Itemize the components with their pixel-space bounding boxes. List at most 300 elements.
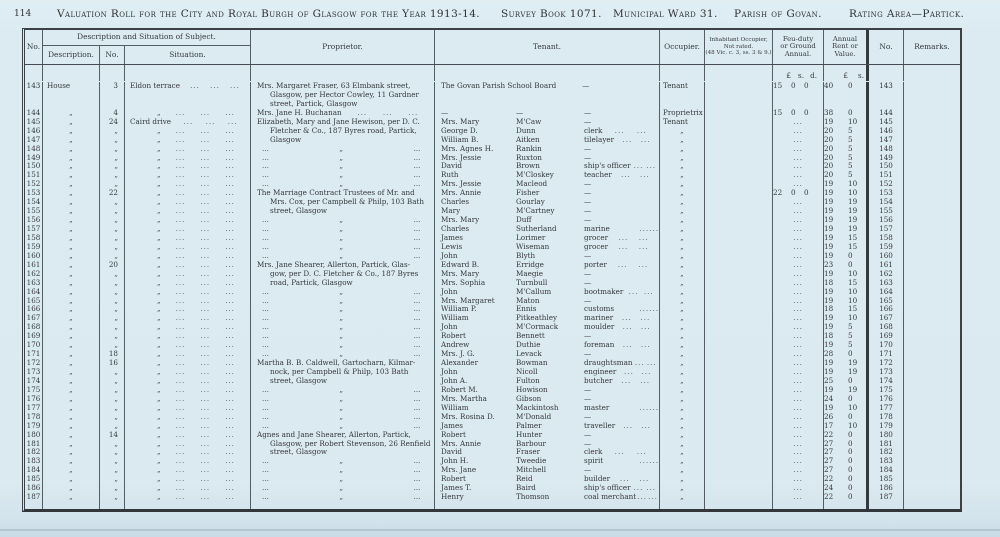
tenant-cell <box>435 386 660 395</box>
rent-shillings: 0 <box>848 260 853 269</box>
feu-duty-cell <box>773 440 824 449</box>
dot-leader <box>615 422 659 431</box>
dot-group: ... <box>175 305 186 314</box>
feu-duty-cell <box>773 127 824 136</box>
description-cell <box>43 100 100 109</box>
filler-cell <box>251 502 435 509</box>
dot-group: ... <box>641 421 651 430</box>
table-row <box>25 261 960 270</box>
proprietor-ditto <box>254 475 420 484</box>
occupation-text: — <box>584 394 592 403</box>
rent-amount <box>824 82 866 91</box>
dot-leader <box>613 314 659 323</box>
proprietor-cell <box>251 270 435 279</box>
occupation-text: master <box>584 403 610 412</box>
feu-dots: ... <box>793 475 803 484</box>
situation-cell <box>125 368 251 377</box>
col-header-feu-duty: Feu-duty or Ground Annual. <box>773 30 824 64</box>
proprietor-text: Mrs. Jane Shearer, Allerton, Partick, Glas- <box>257 260 411 269</box>
table-row <box>25 100 960 109</box>
dot-group: ... <box>646 484 657 493</box>
occupier-cell <box>660 100 705 109</box>
roll-number-right: 177 <box>869 404 904 413</box>
annual-rent-cell <box>824 457 869 466</box>
tenant-surname: Mackintosh <box>516 403 559 412</box>
dot-group: ... <box>413 144 421 153</box>
tenant-cell <box>435 395 660 404</box>
col-header-occupier: Occupier. <box>660 30 705 64</box>
inhabitant-occupier-cell <box>705 243 773 252</box>
dot-group: ... <box>262 350 269 359</box>
tenant-forename: Lewis <box>441 242 463 251</box>
roll-number: 178 <box>25 413 43 422</box>
dot-group: ... <box>175 189 186 198</box>
occupier-cell: Tenant <box>660 118 705 127</box>
description-cell: „ <box>43 314 100 323</box>
dot-group: ... <box>619 475 630 484</box>
annual-rent-cell <box>824 91 869 100</box>
feu-duty-cell <box>773 180 824 189</box>
rent-shillings: 15 <box>848 242 858 251</box>
annual-rent-cell <box>824 145 869 154</box>
dot-leader <box>614 136 659 145</box>
dot-group: ... <box>614 126 625 135</box>
filler-cell <box>869 502 904 509</box>
dot-group: ... <box>200 180 211 189</box>
situation-text: „ <box>157 475 161 484</box>
tenant-occupation <box>584 198 659 207</box>
table-row <box>25 457 960 466</box>
rent-pounds: 19 <box>824 403 834 412</box>
dot-leader <box>161 493 250 502</box>
remarks-cell <box>904 404 960 413</box>
feu-dots: ... <box>793 314 803 323</box>
proprietor-cell <box>251 252 435 261</box>
ditto-mark: „ <box>339 171 344 180</box>
feu-duty-cell <box>773 145 824 154</box>
dot-leader <box>180 82 250 91</box>
roll-number-right: 184 <box>869 466 904 475</box>
situation-text: „ <box>157 341 161 350</box>
dot-group: ... <box>262 385 269 394</box>
dot-group: ... <box>382 108 393 117</box>
dot-group: ... <box>175 394 186 403</box>
occupation-text: — <box>584 466 592 475</box>
roll-number: 170 <box>25 341 43 350</box>
dot-group: ... <box>413 484 421 493</box>
rent-amount <box>824 261 866 270</box>
occupation-text: draughtsman <box>584 359 633 368</box>
ditto-mark: „ <box>339 493 344 502</box>
situation-cell <box>125 207 251 216</box>
tenant-forename: James T. <box>441 484 472 493</box>
situation-cell <box>125 118 251 127</box>
situation-text: „ <box>157 287 161 296</box>
tenant-occupation <box>584 413 659 422</box>
dot-leader <box>161 377 250 386</box>
dot-group: ... <box>175 153 186 162</box>
dot-group: ... <box>225 368 235 376</box>
proprietor-cell <box>251 359 435 368</box>
inhabitant-occupier-cell <box>705 368 773 377</box>
tenant-occupation <box>584 484 659 493</box>
tenant-cell <box>435 234 660 243</box>
proprietor-ditto <box>254 395 420 404</box>
situation-text: „ <box>157 394 161 403</box>
rent-amount <box>824 270 866 279</box>
proprietor-ditto <box>254 314 420 323</box>
ditto-mark: „ <box>339 180 344 189</box>
rent-pounds: 18 <box>824 332 834 341</box>
proprietor-text: Elizabeth, Mary and Jane Hewison, per D. C. <box>257 117 420 126</box>
dot-group: ... <box>205 117 216 126</box>
tenant-occupation <box>584 261 659 270</box>
occupier-cell: „ <box>660 270 705 279</box>
rent-shillings: 10 <box>848 117 858 126</box>
tenant-forename: Mrs. Mary <box>441 216 480 225</box>
situation-cell <box>125 448 251 457</box>
ditto-mark: „ <box>339 421 344 430</box>
tenant-occupation <box>584 314 659 323</box>
municipal-ward-label: Municipal Ward 31. <box>613 8 718 20</box>
dot-leader <box>161 448 250 457</box>
table-row <box>25 493 960 502</box>
rent-shillings: 0 <box>848 430 853 439</box>
inhabitant-occupier-cell <box>705 341 773 350</box>
rent-pounds: 19 <box>824 314 834 323</box>
inhabitant-occupier-cell <box>705 261 773 270</box>
dot-group: ... <box>225 341 235 350</box>
situation-cell <box>125 457 251 466</box>
roll-number: 145 <box>25 118 43 127</box>
dot-leader <box>608 234 659 243</box>
dot-leader <box>623 288 659 297</box>
roll-number: 148 <box>25 145 43 154</box>
table-row <box>25 404 960 413</box>
roll-number-right: 158 <box>869 234 904 243</box>
dot-group: ... <box>413 314 421 323</box>
tenant-forename: David <box>441 162 463 171</box>
tenant-occupation <box>584 305 659 314</box>
occupier-cell: „ <box>660 198 705 207</box>
dot-group: ... <box>200 171 211 180</box>
situation-cell <box>125 261 251 270</box>
annual-rent-cell <box>824 252 869 261</box>
shillings-label: s. <box>798 71 804 81</box>
dot-group: ... <box>200 314 211 323</box>
dot-leader <box>639 457 659 466</box>
dot-group: ... <box>175 207 186 216</box>
description-cell: „ <box>43 243 100 252</box>
occupier-cell: „ <box>660 422 705 431</box>
annual-rent-cell <box>824 395 869 404</box>
occupier-cell: „ <box>660 457 705 466</box>
occupation-text: traveller <box>584 421 616 430</box>
inhabitant-occupier-cell <box>705 440 773 449</box>
annual-rent-cell <box>824 305 869 314</box>
inhabitant-occupier-cell <box>705 82 773 91</box>
ditto-mark: „ <box>339 225 344 233</box>
dot-group: ... <box>262 171 269 180</box>
filler-cell <box>773 502 824 509</box>
table-row <box>25 422 960 431</box>
roll-number: 162 <box>25 270 43 279</box>
ditto-mark: „ <box>339 216 344 225</box>
dot-group: ... <box>175 233 186 242</box>
dot-group: ... <box>262 216 269 225</box>
dot-leader <box>161 279 250 288</box>
description-cell: „ <box>43 118 100 127</box>
parish-label: Parish of Govan. <box>734 8 822 20</box>
annual-rent-cell <box>824 413 869 422</box>
dot-group: ... <box>200 448 211 457</box>
occupier-cell: „ <box>660 466 705 475</box>
occupation-text: — <box>584 350 592 359</box>
rent-pounds: 23 <box>824 260 834 269</box>
occupation-text: moulder <box>584 323 615 332</box>
dot-group: ... <box>225 332 235 341</box>
inhabitant-occupier-cell <box>705 457 773 466</box>
dot-group: ... <box>262 305 269 314</box>
dot-leader <box>639 225 659 234</box>
col-header-tenant: Tenant. <box>435 30 660 64</box>
feu-dots: ... <box>793 171 803 180</box>
dot-group: ... <box>200 278 211 287</box>
table-row <box>25 413 960 422</box>
annual-rent-cell <box>824 234 869 243</box>
dot-group: ... <box>262 421 269 430</box>
roll-number: 144 <box>25 109 43 118</box>
annual-rent-cell <box>824 475 869 484</box>
dot-group: ... <box>200 198 211 207</box>
rent-amount <box>824 422 866 431</box>
rent-pounds: 19 <box>824 296 834 305</box>
roll-number: 165 <box>25 297 43 306</box>
feu-duty-cell <box>773 431 824 440</box>
occupation-text: — <box>584 153 592 162</box>
dot-group: ... <box>225 412 235 421</box>
situation-text: „ <box>157 126 161 135</box>
annual-rent-cell <box>824 261 869 270</box>
description-cell: „ <box>43 234 100 243</box>
rent-pounds: 20 <box>824 162 834 171</box>
dot-group: ... <box>633 162 644 171</box>
tenant-surname: Ennis <box>516 305 537 314</box>
proprietor-cell <box>251 118 435 127</box>
house-number-cell: „ <box>100 162 125 171</box>
feu-dots: ... <box>793 457 803 466</box>
proprietor-cell <box>251 422 435 431</box>
house-number-cell: „ <box>100 404 125 413</box>
ditto-mark: „ <box>339 412 344 421</box>
rent-amount <box>824 279 866 288</box>
rent-pounds: 19 <box>824 341 834 350</box>
inhabitant-occupier-cell <box>705 404 773 413</box>
roll-number: 181 <box>25 440 43 449</box>
tenant-forename: Henry <box>441 493 464 502</box>
situation-text: „ <box>157 189 161 198</box>
remarks-cell <box>904 493 960 502</box>
occupier-cell: „ <box>660 297 705 306</box>
proprietor-cell <box>251 297 435 306</box>
shillings-label: s. <box>858 71 864 81</box>
annual-rent-cell <box>824 404 869 413</box>
house-number-cell: „ <box>100 377 125 386</box>
proprietor-ditto <box>254 457 420 466</box>
dot-group: ... <box>649 403 659 412</box>
tenant-forename: Charles <box>441 225 470 233</box>
tenant-forename: William B. <box>441 135 479 144</box>
dot-group: ... <box>175 162 186 171</box>
situation-cell <box>125 127 251 136</box>
dot-group: ... <box>225 305 235 314</box>
dot-group: ... <box>175 493 186 502</box>
rent-shillings: 19 <box>848 225 858 233</box>
house-number-cell: „ <box>100 314 125 323</box>
description-cell: „ <box>43 323 100 332</box>
roll-number: 154 <box>25 198 43 207</box>
description-cell: „ <box>43 305 100 314</box>
dot-group: ... <box>175 108 186 117</box>
proprietor-cell <box>251 136 435 145</box>
feu-dots: ... <box>793 278 803 287</box>
dot-leader <box>161 127 250 136</box>
table-row <box>25 350 960 359</box>
rent-amount <box>824 180 866 189</box>
tenant-forename: John <box>441 287 458 296</box>
situation-cell <box>125 162 251 171</box>
feu-dots: ... <box>793 126 803 135</box>
inhabitant-occupier-cell <box>705 475 773 484</box>
remarks-cell <box>904 82 960 91</box>
roll-number-right: 178 <box>869 413 904 422</box>
dot-group: ... <box>413 421 421 430</box>
roll-number-right: 144 <box>869 109 904 118</box>
house-number-cell: „ <box>100 395 125 404</box>
table-row <box>25 109 960 118</box>
tenant-cell <box>435 118 660 127</box>
situation-cell <box>125 189 251 198</box>
house-number-cell: „ <box>100 243 125 252</box>
tenant-forename: Robert <box>441 430 466 439</box>
dot-group: ... <box>200 189 211 198</box>
feu-dots: ... <box>793 153 803 162</box>
remarks-cell <box>904 431 960 440</box>
rent-amount <box>824 475 866 484</box>
rent-pounds: 19 <box>824 117 834 126</box>
dot-group: ... <box>175 421 186 430</box>
occupation-text: — <box>582 82 590 90</box>
inhabitant-occupier-cell <box>705 413 773 422</box>
annual-rent-cell <box>824 109 869 118</box>
table-row <box>25 314 960 323</box>
tenant-cell <box>435 440 660 449</box>
situation-text: „ <box>157 484 161 493</box>
dot-leader <box>161 189 250 198</box>
remarks-cell <box>904 314 960 323</box>
proprietor-cell <box>251 171 435 180</box>
tenant-surname: Ruxton <box>516 153 542 162</box>
annual-rent-cell <box>824 314 869 323</box>
remarks-cell <box>904 332 960 341</box>
roll-number: 147 <box>25 136 43 145</box>
rent-pounds: 19 <box>824 207 834 216</box>
dot-group: ... <box>649 225 659 233</box>
proprietor-ditto <box>254 484 420 493</box>
dot-group: ... <box>175 403 186 412</box>
feu-dots: ... <box>793 394 803 403</box>
tenant-forename: Mrs. Rosina D. <box>441 412 495 421</box>
rent-shillings: 15 <box>848 305 858 314</box>
feu-duty-cell <box>773 422 824 431</box>
col-header-situation: Situation. <box>169 49 206 59</box>
remarks-cell <box>904 154 960 163</box>
roll-number-right: 169 <box>869 332 904 341</box>
situation-cell <box>125 466 251 475</box>
col-header-inhabitant-occupier: Inhabitant Occupier, Not rated. (48 Vic. c. 3, ss. 3 & 9.) <box>705 30 773 64</box>
tenant-cell <box>435 225 660 234</box>
proprietor-ditto <box>254 350 420 359</box>
proprietor-cell <box>251 261 435 270</box>
description-cell: „ <box>43 341 100 350</box>
remarks-cell <box>904 323 960 332</box>
proprietor-cell <box>251 448 435 457</box>
dot-group: ... <box>175 251 186 260</box>
dot-group: ... <box>262 475 269 484</box>
filler-cell <box>100 502 125 509</box>
table-row <box>25 189 960 198</box>
rent-amount <box>824 109 866 118</box>
rent-pounds: 17 <box>824 421 834 430</box>
house-number-cell: „ <box>100 341 125 350</box>
proprietor-text: street, Glasgow <box>270 376 328 385</box>
remarks-cell <box>904 297 960 306</box>
roll-number: 183 <box>25 457 43 466</box>
situation-text: „ <box>157 108 161 117</box>
tenant-cell <box>435 162 660 171</box>
feu-dots: ... <box>793 251 803 260</box>
dot-group: ... <box>225 287 235 296</box>
feu-dots: ... <box>793 144 803 153</box>
tenant-cell <box>435 145 660 154</box>
dot-group: ... <box>413 153 421 162</box>
situation-text: „ <box>157 242 161 251</box>
valuation-table <box>22 28 962 512</box>
proprietor-ditto <box>254 234 420 243</box>
situation-cell <box>125 136 251 145</box>
dot-group: ... <box>175 198 186 207</box>
feu-duty-cell <box>773 100 824 109</box>
rent-pounds: 18 <box>824 305 834 314</box>
description-cell: „ <box>43 162 100 171</box>
feu-dots: ... <box>793 180 803 189</box>
feu-duty-cell <box>773 475 824 484</box>
roll-number: 175 <box>25 386 43 395</box>
dot-group: ... <box>622 135 633 144</box>
feu-dots: ... <box>793 225 803 233</box>
dot-leader <box>161 422 250 431</box>
roll-number: 160 <box>25 252 43 261</box>
dot-group: ... <box>643 287 654 296</box>
feu-duty-cell <box>773 297 824 306</box>
tenant-cell <box>435 91 660 100</box>
proprietor-ditto <box>254 297 420 306</box>
col-header-no: No. <box>25 30 43 64</box>
table-row <box>25 359 960 368</box>
roll-number-right: 182 <box>869 448 904 457</box>
dot-leader <box>161 350 250 359</box>
dot-group: ... <box>200 126 211 135</box>
